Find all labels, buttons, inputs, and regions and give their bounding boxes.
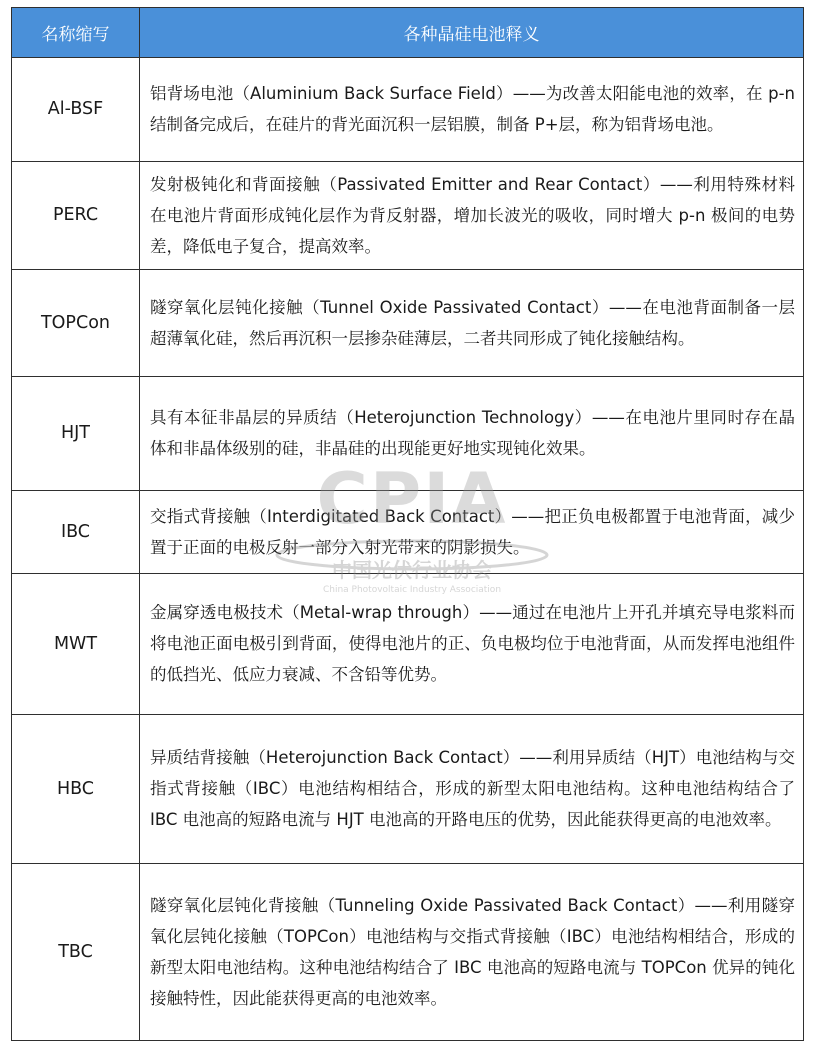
table-row xyxy=(12,715,804,864)
row-abbr: HJT xyxy=(12,377,140,491)
row-abbr: TBC xyxy=(12,864,140,1041)
table-row xyxy=(12,162,804,270)
watermark-en-name: China Photovoltaic Industry Association xyxy=(322,585,502,595)
cell-glossary-table-container xyxy=(11,7,803,1041)
table-row xyxy=(12,377,804,491)
row-desc: 隧穿氧化层钝化接触（Tunnel Oxide Passivated Contact）——在电池背面制备一层超薄氧化硅，然后再沉积一层掺杂硅薄层，二者共同形成了钝化接触结构。 xyxy=(140,270,804,377)
row-abbr: PERC xyxy=(12,162,140,270)
row-abbr: Al-BSF xyxy=(12,58,140,162)
row-desc: 铝背场电池（Aluminium Back Surface Field）——为改善太阳能电池的效率，在 p-n 结制备完成后，在硅片的背光面沉积一层铝膜，制备 P+层，称为铝背场电池。 xyxy=(140,58,804,162)
table-row xyxy=(12,574,804,715)
table-row xyxy=(12,864,804,1041)
row-desc: 异质结背接触（Heterojunction Back Contact）——利用异质结（HJT）电池结构与交指式背接触（IBC）电池结构相结合，形成的新型太阳电池结构。这种电池结构结合了 IBC 电池高的短路电流与 HJT 电池高的开路电压的优势，因此能获得更高的电池效率。 xyxy=(140,715,804,864)
cell-glossary-table xyxy=(11,7,804,1041)
row-desc: 具有本征非晶层的异质结（Heterojunction Technology）——在电池片里同时存在晶体和非晶体级别的硅，非晶硅的出现能更好地实现钝化效果。 xyxy=(140,377,804,491)
table-row xyxy=(12,491,804,574)
header-abbr: 名称缩写 xyxy=(12,8,140,58)
row-desc: 金属穿透电极技术（Metal-wrap through）——通过在电池片上开孔并填充导电浆料而将电池正面电极引到背面，使得电池片的正、负电极均位于电池背面，从而发挥电池组件的低挡光、低应力衰减、不含铅等优势。 xyxy=(140,574,804,715)
watermark-cn-name: 中国光伏行业协会 xyxy=(332,558,492,582)
row-abbr: TOPCon xyxy=(12,270,140,377)
row-abbr: HBC xyxy=(12,715,140,864)
table-row xyxy=(12,58,804,162)
table-header-row xyxy=(12,8,804,58)
row-abbr: MWT xyxy=(12,574,140,715)
header-desc: 各种晶硅电池释义 xyxy=(140,8,804,58)
watermark-logo-text: CPIA xyxy=(316,458,508,540)
row-desc: 隧穿氧化层钝化背接触（Tunneling Oxide Passivated Back Contact）——利用隧穿氧化层钝化接触（TOPCon）电池结构与交指式背接触（IBC）电池结构相结合，形成的新型太阳电池结构。这种电池结构结合了 IBC 电池高的短路电流与 TOPCon 优异的钝化接触特性，因此能获得更高的电池效率。 xyxy=(140,864,804,1041)
row-abbr: IBC xyxy=(12,491,140,574)
row-desc: 发射极钝化和背面接触（Passivated Emitter and Rear Contact）——利用特殊材料在电池片背面形成钝化层作为背反射器，增加长波光的吸收，同时增大 p-n 极间的电势差，降低电子复合，提高效率。 xyxy=(140,162,804,270)
row-desc: 交指式背接触（Interdigitated Back Contact）——把正负电极都置于电池背面，减少置于正面的电极反射一部分入射光带来的阴影损失。 xyxy=(140,491,804,574)
table-row xyxy=(12,270,804,377)
